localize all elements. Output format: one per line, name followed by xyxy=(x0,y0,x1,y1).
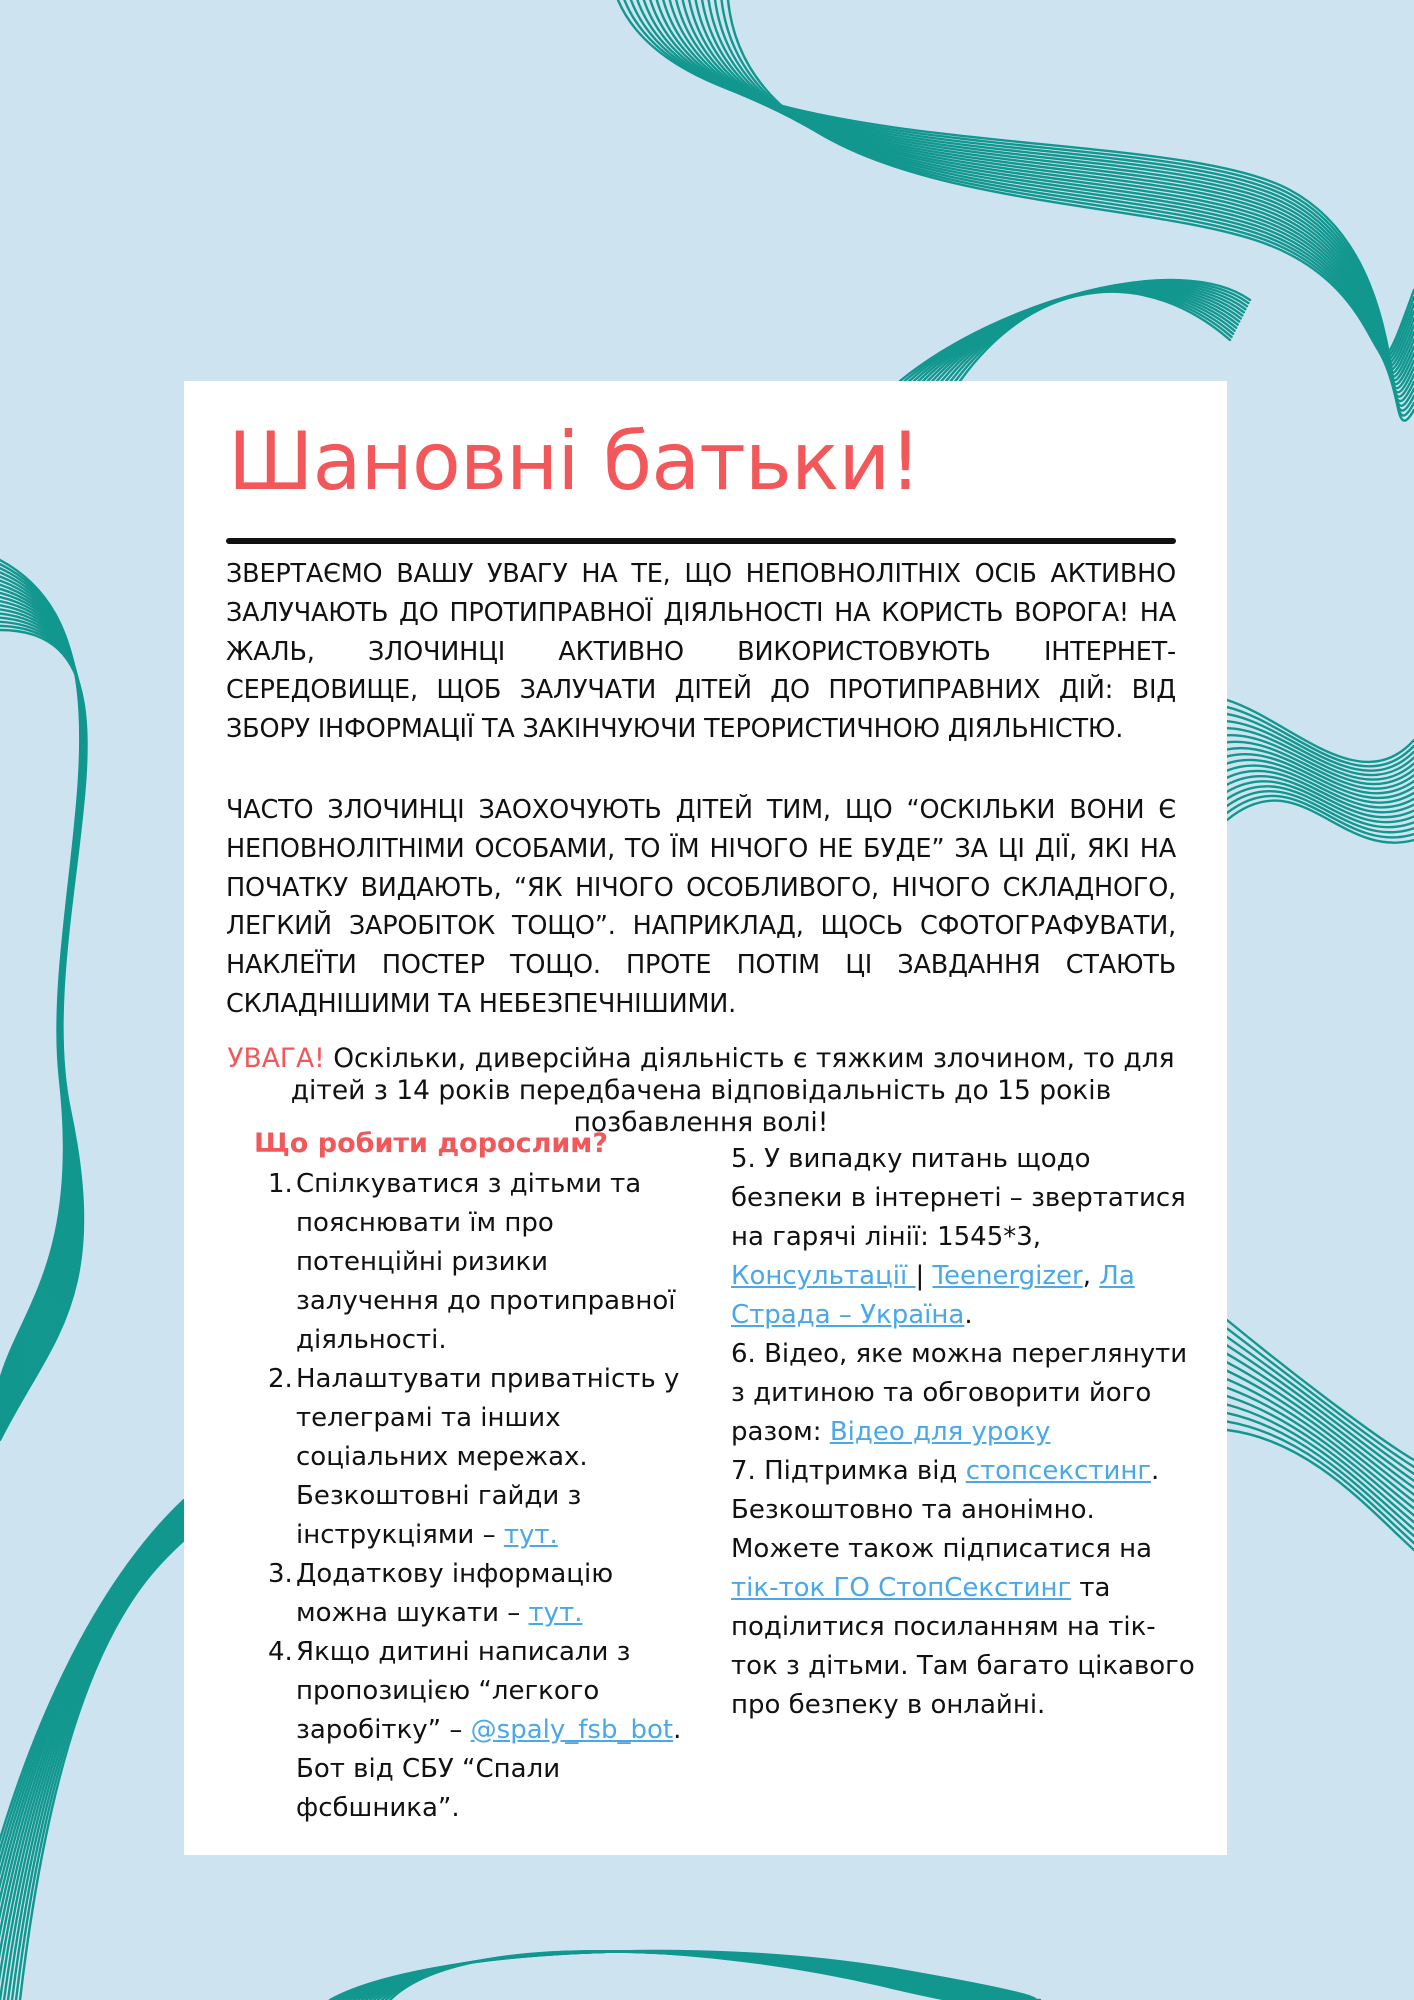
adults-heading: Що робити дорослим? xyxy=(254,1128,609,1159)
la-strada-link[interactable]: Ла Страда – Україна xyxy=(731,1261,1135,1330)
step-text: Додаткову інформацію можна шукати – xyxy=(296,1559,614,1628)
warning-notice xyxy=(226,1043,1176,1139)
separator: | xyxy=(915,1261,933,1291)
list-item xyxy=(268,1633,684,1828)
step-number: 4. xyxy=(268,1637,293,1667)
stopsexting-link[interactable]: стопсекстинг xyxy=(965,1456,1152,1486)
step-text: Спілкуватися з дітьми та пояснювати їм про потенційні ризики залучення до протиправної діяльності. xyxy=(296,1169,676,1355)
video-item xyxy=(731,1335,1201,1452)
wave-line xyxy=(663,0,1414,388)
wave-line xyxy=(670,0,1414,384)
hotlines-text: 5. У випадку питань щодо безпеки в інтернеті – звертатися на гарячі лінії: 1545*3, xyxy=(731,1144,1186,1252)
wave-line xyxy=(0,1505,184,2000)
wave-line xyxy=(12,1535,184,2000)
step-text-after: . Бот від СБУ “Спали фсбшника”. xyxy=(296,1715,682,1823)
wave-line xyxy=(689,0,1414,373)
right-column xyxy=(731,1140,1201,1725)
step-number: 3. xyxy=(268,1559,293,1589)
wave-line xyxy=(1227,1337,1414,1474)
right-wave xyxy=(1227,700,1414,1550)
privacy-guides-link[interactable]: тут. xyxy=(503,1520,558,1550)
video-text: 6. Відео, яке можна переглянути з дитиною та обговорити його разом: xyxy=(731,1339,1188,1447)
wave-line xyxy=(1227,714,1414,771)
steps-list xyxy=(268,1165,684,1828)
tiktok-item xyxy=(731,1530,1201,1725)
page-title: Шановні батьки! xyxy=(228,415,921,508)
support-item xyxy=(731,1452,1201,1530)
intro-paragraph: ЗВЕРТАЄМО ВАШУ УВАГУ НА ТЕ, ЩО НЕПОВНОЛІТНІХ ОСІБ АКТИВНО ЗАЛУЧАЮТЬ ДО ПРОТИПРАВНОЇ ДІЯЛЬНОСТІ НА КОРИСТЬ ВОРОГА! НА ЖАЛЬ, ЗЛОЧИНЦІ АКТИВНО ВИКОРИСТОВУЮТЬ ІНТЕРНЕТ-СЕРЕДОВИЩЕ, ЩОБ ЗАЛУЧАТИ ДІТЕЙ ДО ПРОТИПРАВНИХ ДІЙ: ВІД ЗБОРУ ІНФОРМАЦІЇ ТА ЗАКІНЧУЮЧИ ТЕРОРИСТИЧНОЮ ДІЯЛЬНІСТЮ. xyxy=(226,559,1176,745)
step-number: 2. xyxy=(268,1364,293,1394)
period: . xyxy=(964,1300,973,1330)
teenergizer-link[interactable]: Teenergizer xyxy=(932,1261,1083,1291)
support-text: 7. Підтримка від xyxy=(731,1456,966,1486)
wave-line xyxy=(0,1508,184,2000)
warning-text: Оскільки, диверсійна діяльність є тяжким злочином, то для дітей з 14 років передбачена відповідальність до 15 років позбавлення волі! xyxy=(290,1043,1175,1138)
tiktok-text: Можете також підписатися на xyxy=(731,1534,1153,1564)
sbu-bot-link[interactable]: @spaly_fsb_bot xyxy=(470,1715,674,1745)
second-paragraph: ЧАСТО ЗЛОЧИНЦІ ЗАОХОЧУЮТЬ ДІТЕЙ ТИМ, ЩО “ОСКІЛЬКИ ВОНИ Є НЕПОВНОЛІТНІМИ ОСОБАМИ, ТО ЇМ НІЧОГО НЕ БУДЕ” ЗА ЦІ ДІЇ, ЯКІ НА ПОЧАТКУ ВИДАЮТЬ, “ЯК НІЧОГО ОСОБЛИВОГО, НІЧОГО СКЛАДНОГО, ЛЕГКИЙ ЗАРОБІТОК ТОЩО”. НАПРИКЛАД, ЩОСЬ СФОТОГРАФУВАТИ, НАКЛЕЇТИ ПОСТЕР ТОЩО. ПРОТЕ ПОТІМ ЦІ ЗАВДАННЯ СТАЮТЬ СКЛАДНІШИМИ ТА НЕБЕЗПЕЧНІШИМИ. xyxy=(226,795,1176,1019)
notice-card xyxy=(184,381,1227,1855)
additional-info-link[interactable]: тут. xyxy=(528,1598,583,1628)
list-item xyxy=(268,1165,684,1360)
hotlines-item xyxy=(731,1140,1201,1335)
title-divider xyxy=(226,538,1176,544)
step-number: 1. xyxy=(268,1169,293,1199)
support-text-after: . Безкоштовно та анонімно. xyxy=(731,1456,1160,1525)
consultations-link[interactable]: Консультації xyxy=(731,1261,916,1291)
warning-label: УВАГА! xyxy=(227,1043,325,1074)
step-text: Налаштувати приватність у телеграмі та інших соціальних мережах. Безкоштовні гайди з інструкціями – xyxy=(296,1364,680,1550)
separator: , xyxy=(1082,1261,1100,1291)
bottom-wave xyxy=(330,1951,1040,2000)
lesson-video-link[interactable]: Відео для уроку xyxy=(829,1417,1051,1447)
tiktok-text-after: та поділитися посиланням на тік-ток з дітьми. Там багато цікавого про безпеку в онлайні. xyxy=(731,1573,1195,1720)
list-item xyxy=(268,1360,684,1555)
left-column xyxy=(254,1128,684,1828)
list-item xyxy=(268,1555,684,1633)
wave-line xyxy=(722,0,1414,358)
step-text: Якщо дитині написали з пропозицією “легкого заробітку” – xyxy=(296,1637,631,1745)
tiktok-link[interactable]: тік-ток ГО СтопСекстинг xyxy=(731,1573,1072,1603)
top-right-wave xyxy=(618,0,1414,421)
wave-line xyxy=(644,0,1414,401)
wave-line xyxy=(696,0,1414,370)
left-wave xyxy=(0,560,184,2000)
